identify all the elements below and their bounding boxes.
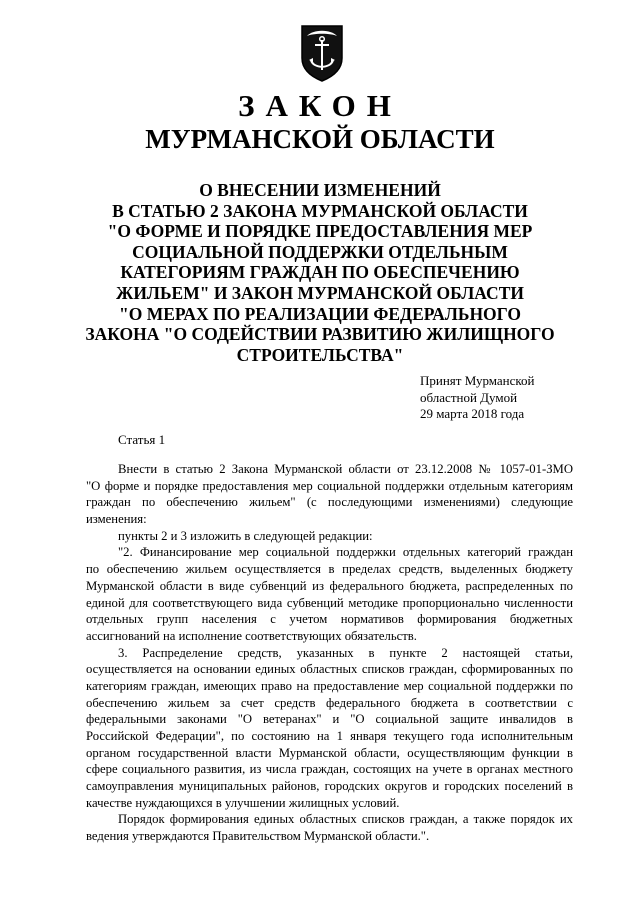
body-line: самоуправления муниципальных районов, городских округов и городских поселений в (86, 779, 573, 794)
body-line: "О форме и порядке предоставления мер социальной поддержки отдельным категориям (86, 478, 573, 493)
body-line: осуществляется на основании единых областных списков граждан, сформированных по (86, 662, 573, 677)
body-line: органом государственной власти Мурманской области, осуществляющим функции в (86, 745, 573, 760)
law-title (70, 180, 570, 365)
adoption-line: областной Думой (420, 389, 518, 405)
body-line: Российской Федерации", по состоянию на 1 января текущего года исполнительным (86, 729, 573, 743)
body-line: единой для соответствующего вида субвенций методике пропорционально численности (86, 595, 573, 610)
body-line: качестве нуждающихся в улучшении жилищных условий. (86, 795, 400, 810)
law-heading: ЗАКОН (238, 88, 402, 123)
body-line: категориям граждан, имеющих право на предоставление мер социальной поддержки по (86, 678, 573, 693)
body-line: Мурманской области в виде субвенций из федерального бюджета, распределенных по (86, 578, 573, 593)
body-line: Порядок формирования единых областных списков граждан, а также порядок их (118, 812, 573, 827)
law-title-line: КАТЕГОРИЯМ ГРАЖДАН ПО ОБЕСПЕЧЕНИЮ (120, 262, 520, 283)
article-heading: Статья 1 (118, 432, 166, 447)
body-line: 3. Распределение средств, указанных в пункте 2 настоящей статьи, (118, 645, 573, 660)
law-title-line: ЖИЛЬЕМ" И ЗАКОН МУРМАНСКОЙ ОБЛАСТИ (116, 282, 524, 303)
law-title-line: О ВНЕСЕНИИ ИЗМЕНЕНИЙ (199, 180, 441, 200)
coat-of-arms-icon (300, 24, 344, 82)
body-line: по обеспечению жильем осуществляется в пределах средств, выделенных бюджету (86, 562, 573, 577)
body-line: федеральными законами "О ветеранах" и "О социальной защите инвалидов в (86, 712, 573, 727)
law-title-line: ЗАКОНА "О СОДЕЙСТВИИ РАЗВИТИЮ ЖИЛИЩНОГО (85, 324, 555, 345)
law-title-line: "О МЕРАХ ПО РЕАЛИЗАЦИИ ФЕДЕРАЛЬНОГО (119, 303, 521, 324)
law-title-line: СОЦИАЛЬНОЙ ПОДДЕРЖКИ ОТДЕЛЬНЫМ (132, 241, 508, 262)
body-line: отдельных групп населения с учетом нормативов формирования бюджетных (86, 612, 573, 627)
adoption-line: Принят Мурманской (420, 373, 535, 388)
law-title-line: В СТАТЬЮ 2 ЗАКОНА МУРМАНСКОЙ ОБЛАСТИ (112, 200, 528, 221)
body-line: "2. Финансирование мер социальной поддержки отдельных категорий граждан (118, 545, 573, 560)
body-line: ведения утверждаются Правительством Мурманской области.". (86, 829, 430, 844)
adoption-note (420, 373, 600, 423)
body-line: граждан по обеспечению жильем" (с последующими изменениями) следующие (86, 495, 573, 510)
body-line: изменения: (86, 512, 147, 527)
body-line: пункты 2 и 3 изложить в следующей редакции: (118, 528, 373, 543)
law-region: МУРМАНСКОЙ ОБЛАСТИ (145, 124, 495, 154)
body-line: обеспечению жильем за счет средств федерального бюджета в соответствии с (86, 695, 573, 710)
body-line: ассигнований на исполнение соответствующих обязательств. (86, 628, 417, 643)
body-line: Внести в статью 2 Закона Мурманской области от 23.12.2008 № 1057-01-ЗМО (118, 462, 573, 476)
law-title-line: "О ФОРМЕ И ПОРЯДКЕ ПРЕДОСТАВЛЕНИЯ МЕР (107, 221, 533, 242)
adoption-line: 29 марта 2018 года (420, 406, 525, 421)
body-line: сфере социального развития, из числа граждан, состоящих на учете в органах местного (86, 762, 573, 777)
article-body (86, 461, 573, 845)
law-title-line: СТРОИТЕЛЬСТВА" (236, 344, 404, 365)
